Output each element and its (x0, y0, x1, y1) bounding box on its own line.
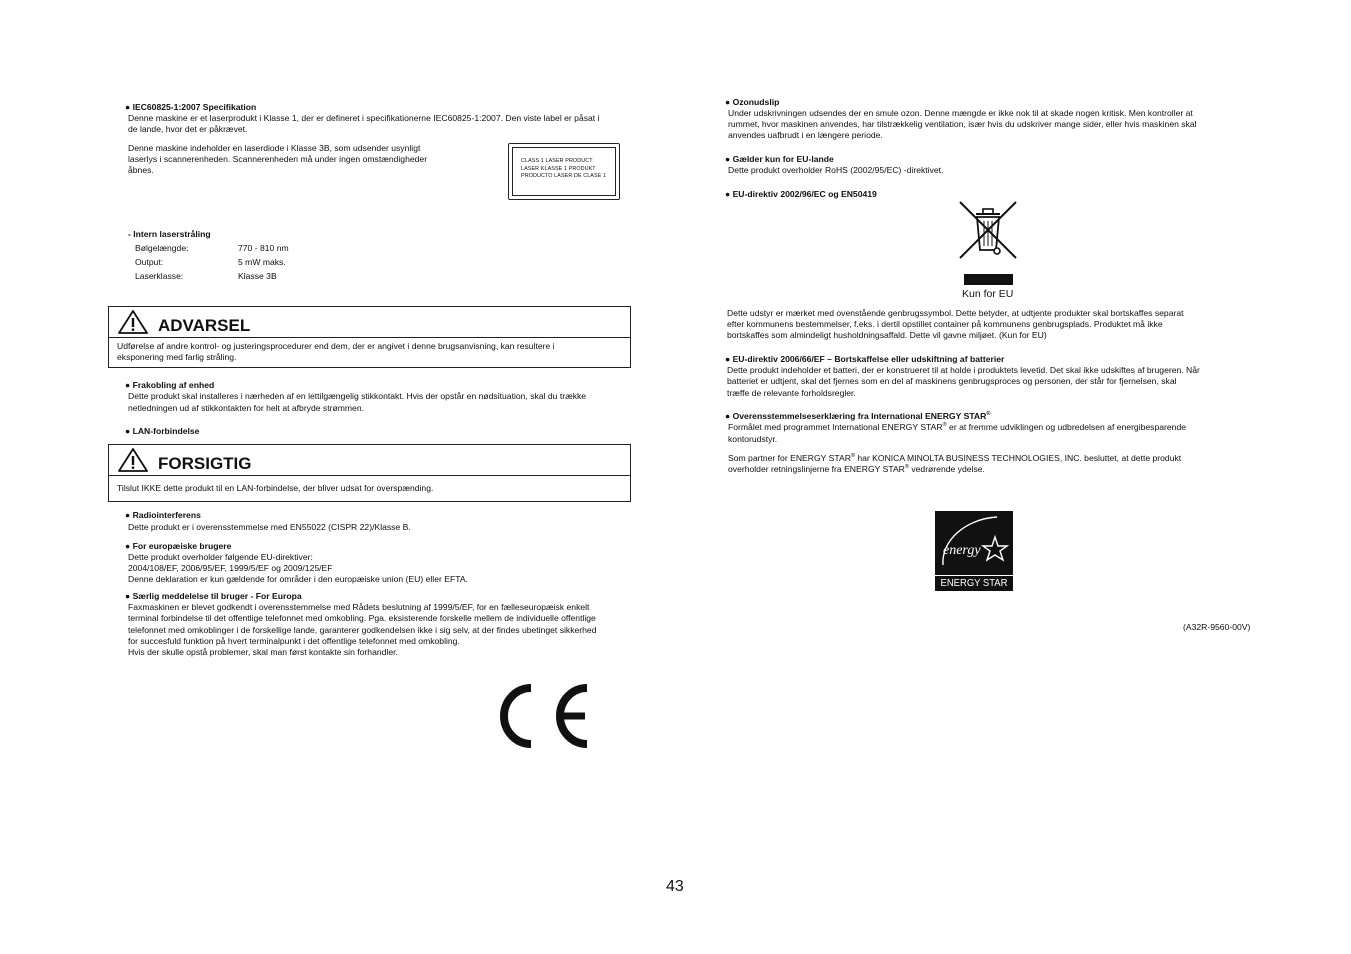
spec-row-output (135, 257, 286, 268)
battery-line3: træffe de relevante forholdsregler. (727, 388, 856, 398)
weee-line3: bortskaffes som almindeligt husholdningsaffald. Dette vil gavne miljøet. (Kun for EU) (727, 330, 1047, 340)
battery-title: ● EU-direktiv 2006/66/EF – Bortskaffelse eller udskiftning af batterier (725, 354, 1005, 364)
spec-row-wavelength (135, 243, 289, 254)
advarsel-box (108, 306, 631, 368)
energy-title (725, 411, 990, 422)
ozon-line2: rummet, hvor maskinen anvendes, har tilstrækkelig ventilation, især hvis du udskriver mange sider, eller hvis maskinen skal (728, 119, 1197, 129)
iec-p2-line1: Denne maskine indeholder en laserdiode i Klasse 3B, som udsender usynligt (128, 143, 421, 153)
energy-star-logo-icon (935, 511, 1013, 575)
saerlig-title: ● Særlig meddelelse til bruger - For Europa (125, 591, 302, 601)
weee-title: ● EU-direktiv 2002/96/EC og EN50419 (725, 189, 877, 199)
energy-p2-d: vedrørende ydelse. (908, 464, 985, 474)
energy-p1-line1 (728, 422, 1186, 433)
page-number: 43 (666, 878, 684, 895)
laser-label-line3: PRODUCTO LASER DE CLASE 1 (521, 173, 607, 180)
iec-p2-line3: åbnes. (128, 165, 154, 175)
advarsel-line2: eksponering med farlig stråling. (117, 352, 237, 363)
energy-p2-c: overholder retningslinjerne fra ENERGY STAR (728, 464, 905, 474)
warning-triangle-icon (117, 309, 149, 335)
ozon-line3: anvendes uafbrudt i en længere periode. (728, 130, 883, 140)
saerlig-line3: telefonnet med omkoblinger i de forskellige lande, garanterer godkendelsen ikke i sig selv, at der findes ubetinget sikkerhed (128, 625, 597, 635)
frakobling-line1: Dette produkt skal installeres i nærheden af en lettilgængelig stikkontakt. Hvis der opstår en nødsituation, skal du trække (128, 391, 587, 401)
spec-key: Bølgelængde: (135, 243, 189, 253)
registered-mark: ® (942, 422, 947, 429)
forsigtig-body (109, 476, 630, 497)
euro-line1: Dette produkt overholder følgende EU-direktiver: (128, 552, 313, 562)
energy-p2-a: Som partner for ENERGY STAR (728, 453, 851, 463)
forsigtig-line1: Tilslut IKKE dette produkt til en LAN-forbindelse, der bliver udsat for overspænding. (117, 483, 434, 493)
energy-star-logo (935, 511, 1013, 591)
laser-label-line1: CLASS 1 LASER PRODUCT (521, 158, 593, 164)
euro-title: ● For europæiske brugere (125, 541, 232, 551)
ce-mark-icon (494, 681, 592, 751)
saerlig-line5: Hvis der skulle opstå problemer, skal man først kontakte sin forhandler. (128, 647, 398, 657)
radio-line1: Dette produkt er i overensstemmelse med EN55022 (CISPR 22)/Klasse B. (128, 522, 411, 532)
ozon-line1: Under udskrivningen udsendes der en smule ozon. Denne mængde er ikke nok til at skade nogen kritisk. Men kontroller at (728, 108, 1193, 118)
iec-line2: de lande, hvor det er påkrævet. (128, 124, 248, 134)
spec-key: Laserklasse: (135, 271, 184, 281)
spec-key: Output: (135, 257, 164, 267)
registered-mark: ® (850, 453, 855, 460)
advarsel-body (109, 338, 630, 367)
frakobling-line2: netledningen ud af stikkontakten for helt at afbryde strømmen. (128, 403, 364, 413)
ozon-title: ● Ozonudslip (725, 97, 780, 107)
saerlig-line1: Faxmaskinen er blevet godkendt i overensstemmelse med Rådets beslutning af 1999/5/EF, for en fælleseuropæisk enkelt (128, 602, 590, 612)
frakobling-title: ● Frakobling af enhed (125, 380, 215, 390)
laser-class-label (508, 143, 620, 200)
battery-line1: Dette produkt indeholder et batteri, der er konstrueret til at holde i produktets levetid. Det skal ikke udskiftes af brugeren. Når (727, 365, 1200, 375)
weee-line1: Dette udstyr er mærket med ovenstående genbrugssymbol. Dette betyder, at udtjente produkter skal bortskaffes separat (727, 308, 1184, 318)
weee-line2: efter kommunens bestemmelser, f.eks. i dertil opstillet container på kommunens genbrugsplads. Produktet må ikke (727, 319, 1163, 329)
euro-line2: 2004/108/EF, 2006/95/EF, 1999/5/EF og 2009/125/EF (128, 563, 333, 573)
laser-label-line2: LASER KLASSE 1 PRODUKT (521, 165, 596, 172)
saerlig-line2: terminal forbindelse til det offentlige telefonnet med omkobling. Pga. eksisterende forskelle mellem de individuelle offentlige (128, 613, 596, 623)
spec-value: 770 - 810 nm (238, 243, 289, 253)
spec-row-class (135, 271, 277, 282)
weee-caption: Kun for EU (962, 288, 1014, 300)
battery-line2: batteriet er udtjent, skal det fjernes som en del af maskinens genbrugsproces og personen, der står for fjernelsen, skal (727, 376, 1177, 386)
iec-title: ● IEC60825-1:2007 Specifikation (125, 102, 257, 112)
forsigtig-header (109, 445, 630, 476)
registered-mark: ® (904, 464, 909, 471)
energy-script-text: energy (943, 543, 981, 558)
forsigtig-heading: FORSIGTIG (158, 454, 252, 473)
crossed-bin-icon (956, 200, 1020, 288)
eu-lande-line1: Dette produkt overholder RoHS (2002/95/EC) -direktivet. (728, 165, 944, 175)
energy-p1-line2: kontorudstyr. (728, 434, 778, 444)
radio-title: ● Radiointerferens (125, 510, 201, 520)
eu-lande-title: ● Gælder kun for EU-lande (725, 154, 834, 164)
saerlig-line4: for succesfuld funktion på hvert terminalpunkt i det offentlige telefonnet med omkobling. (128, 636, 460, 646)
iec-p2-line2: laserlys i scannerenheden. Scannerenheden må under ingen omstændigheder (128, 154, 428, 164)
warning-triangle-icon (117, 447, 149, 473)
energy-p2-b: har KONICA MINOLTA BUSINESS TECHNOLOGIES, INC. besluttet, at dette produkt (854, 453, 1182, 463)
euro-line3: Denne deklaration er kun gældende for områder i den europæiske union (EU) eller EFTA. (128, 574, 468, 584)
forsigtig-box (108, 444, 631, 502)
energy-p2-line2 (728, 464, 985, 475)
spec-value: 5 mW maks. (238, 257, 286, 267)
lan-title: ● LAN-forbindelse (125, 426, 200, 436)
registered-mark: ® (986, 411, 991, 418)
energy-p2-line1 (728, 453, 1181, 464)
energy-title-text: ● Overensstemmelseserklæring fra International ENERGY STAR (725, 411, 987, 421)
energy-star-logo-text: ENERGY STAR (940, 577, 1008, 589)
advarsel-header (109, 307, 630, 338)
advarsel-line1: Udførelse af andre kontrol- og justeringsprocedurer end dem, der er angivet i denne brugsanvisning, kan resultere i (117, 341, 555, 351)
energy-p1-b: er at fremme udviklingen og udbredelsen af energibesparende (946, 422, 1187, 432)
internal-laser-title: - Intern laserstråling (128, 229, 211, 239)
energy-p1-a: Formålet med programmet International ENERGY STAR (728, 422, 943, 432)
spec-value: Klasse 3B (238, 271, 277, 281)
iec-line1: Denne maskine er et laserprodukt i Klasse 1, der er defineret i specifikationerne IEC60825-1:2007. Den viste label er påsat i (128, 113, 600, 123)
advarsel-heading: ADVARSEL (158, 316, 251, 335)
document-reference: (A32R-9560-00V) (1183, 622, 1251, 632)
